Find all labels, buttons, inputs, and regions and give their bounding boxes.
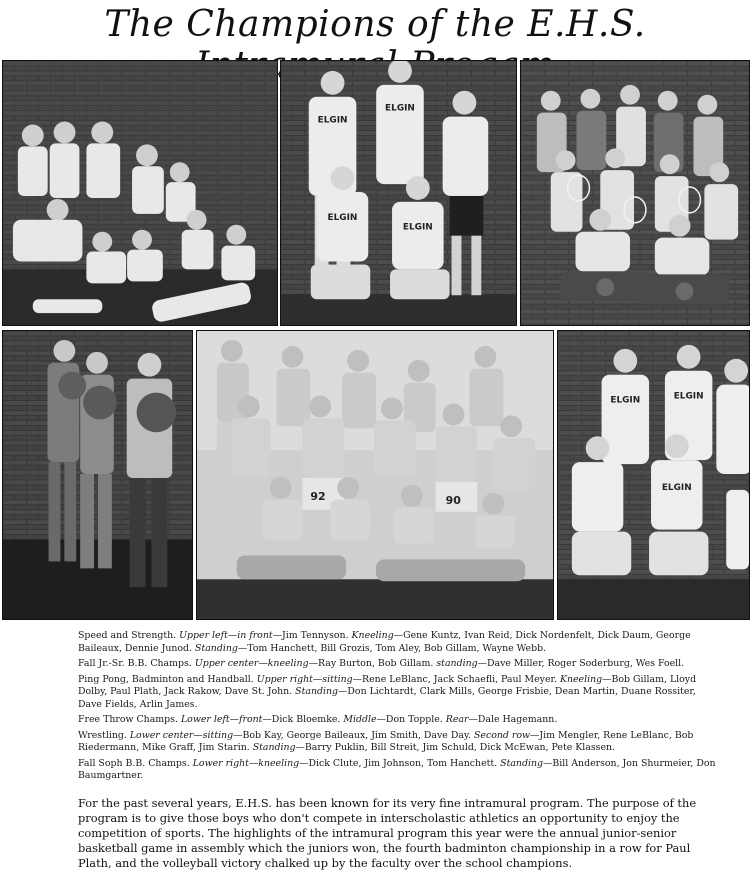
photo-jr-sr-bb-champs xyxy=(280,60,517,326)
caption-position: Lower right—kneeling xyxy=(192,757,300,769)
caption-position: Upper left—in front xyxy=(179,630,273,641)
caption-names: —Dale Hagemann. xyxy=(468,714,558,725)
caption-names: —Dick Clute, Jim Johnson, Tom Hanchett. xyxy=(299,757,501,769)
caption-names: —Dave Miller, Roger Soderburg, Wes Foell. xyxy=(477,658,685,669)
caption-names: —Barry Puklin, Bill Streit, Jim Schuld, Dick McEwan, Pete Klassen. xyxy=(295,742,616,753)
caption-position: standing xyxy=(436,658,478,669)
photo-wrestling xyxy=(196,330,554,620)
page-title: The Champions of the E.H.S. xyxy=(104,4,646,45)
jersey-label: ELGIN xyxy=(385,103,415,114)
caption-position: Second row xyxy=(473,729,531,741)
caption-lead: Ping Pong, Badminton and Handball. xyxy=(78,673,257,685)
jersey-label: ELGIN xyxy=(327,212,358,223)
intramural-summary: For the past several years, E.H.S. has been known for its very fine intramural program. The purpose of the program is to give those boys who don't compete in interscholastic athletics an opportunity to enjoy the competition of sports. The highlights of the intramural program this year were the annual junior-senior basketball game in assembly which the juniors won, the fourth badminton championship in a row for Paul Plath, and the volleyball victory chalked up by the faculty over the school champions. xyxy=(78,796,697,870)
caption-names: —Don Lichtardt, Clark Mills, George Frisbie, Dean Martin, Duane Rossiter, Dave Fields, Arlin James. xyxy=(78,686,696,710)
jersey-label: ELGIN xyxy=(610,395,641,406)
caption-position: Standing xyxy=(252,742,296,753)
caption-paragraph xyxy=(78,630,718,655)
caption-position: Middle xyxy=(343,714,377,725)
caption-paragraph xyxy=(78,758,718,783)
photo-soph-bb-champs xyxy=(557,330,750,620)
caption-names: —Don Topple. xyxy=(376,714,446,725)
caption-paragraph xyxy=(78,730,718,755)
caption-lead: Fall Jr.-Sr. B.B. Champs. xyxy=(78,658,195,669)
caption-position: Upper center—kneeling xyxy=(194,658,309,669)
wrestler-number: 90 xyxy=(445,493,461,507)
caption-position: Standing xyxy=(295,686,339,697)
jersey-label: ELGIN xyxy=(673,391,704,402)
jersey-label: ELGIN xyxy=(661,482,692,493)
caption-names: —Bill Anderson, Jon Shurmeier, Don Baumgartner. xyxy=(78,757,716,781)
caption-position: Lower center—sitting xyxy=(129,729,234,741)
caption-position: Standing xyxy=(500,757,544,769)
caption-paragraph xyxy=(78,674,718,712)
caption-names: —Tom Hanchett, Bill Grozis, Tom Aley, Bob Gillam, Wayne Webb. xyxy=(237,642,547,654)
caption-position: Kneeling xyxy=(559,673,603,685)
jersey-label: ELGIN xyxy=(402,222,433,233)
caption-position: Upper right—sitting xyxy=(256,673,353,685)
caption-names: —Ray Burton, Bob Gillam. xyxy=(308,658,437,669)
caption-names: —Jim Mengler, Rene LeBlanc, Bob Riedermann, Mike Graff, Jim Starin. xyxy=(78,729,694,753)
caption-names: —Gene Kuntz, Ivan Reid, Dick Nordenfelt, Dick Daum, George Baileaux, Dennie Junod. xyxy=(78,630,691,654)
caption-names: —Dick Bloemke. xyxy=(262,714,344,725)
jersey-label: ELGIN xyxy=(317,115,348,126)
wrestler-number: 92 xyxy=(310,489,326,503)
caption-position: Standing xyxy=(195,642,238,654)
caption-position: Rear xyxy=(445,714,469,725)
caption-position: Lower left—front xyxy=(180,714,263,725)
caption-names: —Jim Tennyson. xyxy=(272,630,352,641)
photo-speed-and-strength xyxy=(2,60,278,326)
caption-lead: Fall Soph B.B. Champs. xyxy=(78,757,193,769)
caption-paragraph xyxy=(78,714,718,727)
caption-position: Kneeling xyxy=(351,630,394,641)
caption-lead: Free Throw Champs. xyxy=(78,714,181,725)
photo-ping-pong-badminton-handball xyxy=(520,60,750,326)
photo-captions xyxy=(78,630,718,786)
caption-lead: Speed and Strength. xyxy=(78,630,180,641)
caption-paragraph xyxy=(78,658,718,671)
caption-names: —Rene LeBlanc, Jack Schaefli, Paul Meyer. xyxy=(352,673,560,685)
caption-lead: Wrestling. xyxy=(78,729,130,741)
photo-free-throw-champs xyxy=(2,330,193,620)
caption-names: —Bob Gillam, Lloyd Dolby, Paul Plath, Jack Rakow, Dave St. John. xyxy=(78,673,697,697)
caption-names: —Bob Kay, George Baileaux, Jim Smith, Dave Day. xyxy=(233,729,474,741)
